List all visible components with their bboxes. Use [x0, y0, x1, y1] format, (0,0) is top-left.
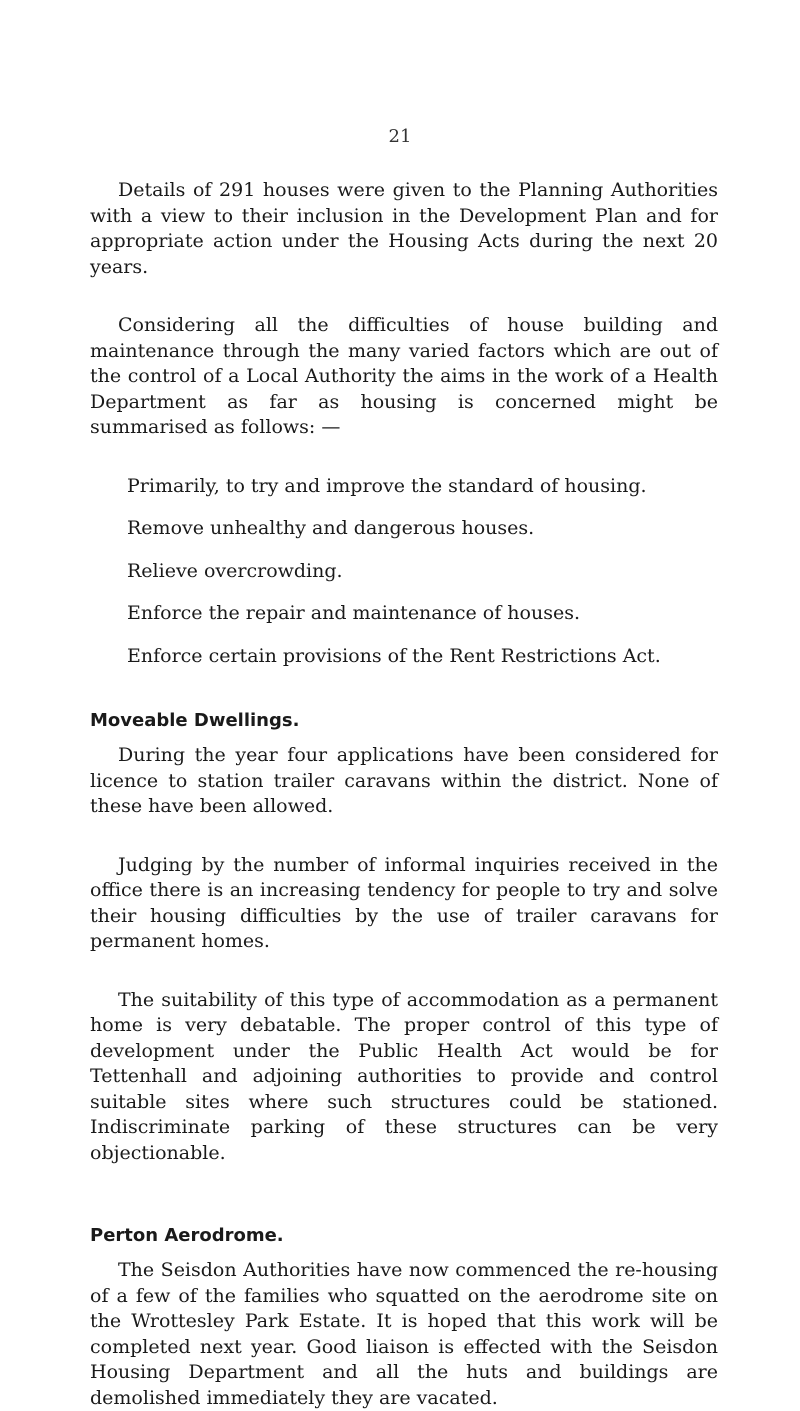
page-body	[90, 178, 718, 1411]
intro-paragraph-2: Considering all the difficulties of house building and maintenance through the many varied factors which are out of the control of a Local Authority the aims in the work of a Health Department as far as housing is concerned might be summarised as follows: —	[90, 314, 718, 438]
section-heading-moveable-dwellings: Moveable Dwellings.	[90, 710, 300, 731]
page-number: 21	[388, 126, 412, 147]
aim-item: Remove unhealthy and dangerous houses.	[127, 517, 535, 539]
moveable-paragraph-3: The suitability of this type of accommodation as a permanent home is very debatable. The proper control of this type of development under the Public Health Act would be for Tettenhall and adjoining authorities to provide and control suitable sites where such structures could be stationed. Indiscriminate parking of these structures can be very objectionable.	[90, 988, 718, 1164]
intro-paragraph-1: Details of 291 houses were given to the Planning Authorities with a view to their inclusion in the Development Plan and for appropriate action under the Housing Acts during the next 20 years.	[90, 179, 718, 278]
aim-item: Enforce certain provisions of the Rent Restrictions Act.	[127, 644, 661, 667]
aim-item: Enforce the repair and maintenance of houses.	[127, 602, 580, 624]
housing-aims-list	[90, 474, 718, 670]
section-heading-perton-aerodrome: Perton Aerodrome.	[90, 1225, 284, 1246]
aim-item: Primarily, to try and improve the standard of housing.	[127, 474, 647, 497]
moveable-paragraph-1: During the year four applications have been considered for licence to station trailer caravans within the district. None of these have been allowed.	[90, 744, 718, 817]
moveable-paragraph-2: Judging by the number of informal inquiries received in the office there is an increasing tendency for people to try and solve their housing difficulties by the use of trailer caravans for permanent homes.	[90, 853, 718, 952]
aim-item: Relieve overcrowding.	[127, 559, 343, 582]
perton-paragraph-1: The Seisdon Authorities have now commenced the re-housing of a few of the families who squatted on the aerodrome site on the Wrottesley Park Estate. It is hoped that this work will be completed next year. Good liaison is effected with the Seisdon Housing Department and all the huts and buildings are demolished immediately they are vacated.	[90, 1259, 718, 1409]
